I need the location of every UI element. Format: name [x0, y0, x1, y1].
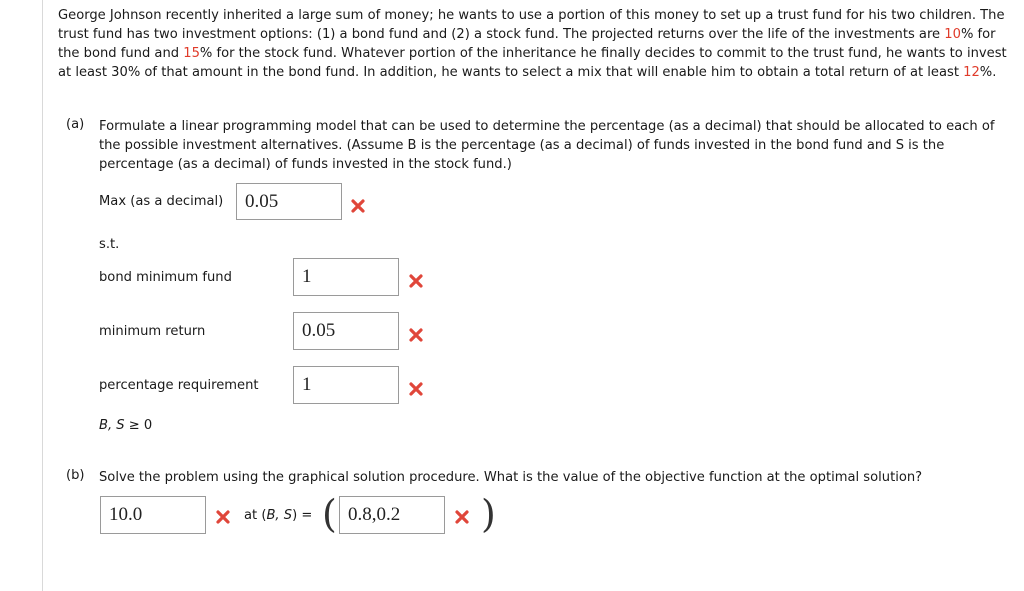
incorrect-icon — [351, 199, 365, 213]
constraint-input-minimum-return[interactable]: 0.05 — [293, 312, 399, 350]
target-return: 12 — [963, 65, 980, 80]
incorrect-icon — [455, 510, 469, 524]
part-b-text: Solve the problem using the graphical solution procedure. What is the value of the objective function at the optimal solution? — [99, 470, 923, 485]
part-b-label: (b) — [66, 468, 85, 483]
incorrect-icon — [409, 382, 423, 396]
incorrect-icon — [216, 510, 230, 524]
part-a-label: (a) — [66, 117, 85, 132]
constraint-label-bond-minimum: bond minimum fund — [99, 270, 232, 285]
open-paren: ( — [322, 492, 337, 536]
optimal-point-input[interactable]: 0.8,0.2 — [339, 496, 445, 534]
part-a-text: Formulate a linear programming model that can be used to determine the percentage (as a decimal) that should be allocated to each of the possible investment alternatives. (Assume B is the percentage (as a decimal) of funds invested in the bond fund and S is the percentage (as a decimal) of funds invested in the stock fund.) — [99, 119, 995, 172]
constraint-label-percentage: percentage requirement — [99, 378, 259, 393]
bond-rate: 10 — [944, 27, 961, 42]
optimal-value-input[interactable]: 10.0 — [100, 496, 206, 534]
incorrect-icon — [409, 274, 423, 288]
subject-to-label: s.t. — [99, 237, 120, 252]
incorrect-icon — [409, 328, 423, 342]
constraint-input-percentage[interactable]: 1 — [293, 366, 399, 404]
objective-input[interactable]: 0.05 — [236, 183, 342, 220]
optimal-point-label: at (B, S) = — [244, 508, 313, 523]
nonnegativity-constraint: B, S ≥ 0 — [99, 418, 153, 433]
max-label: Max (as a decimal) — [99, 194, 224, 209]
constraint-label-minimum-return: minimum return — [99, 324, 206, 339]
problem-statement: George Johnson recently inherited a large sum of money; he wants to use a portion of this money to set up a trust fund for his two children. The trust fund has two investment options: (1) a bond fund and (2) a stock fund. The projected returns over the life of the investments are 10% for the bond fund and 15% for the stock fund. Whatever portion of the inheritance he finally decides to commit to the trust fund, he wants to invest at least 30% of that amount in the bond fund. In addition, he wants to select a mix that will enable him to obtain a total return of at least 12%. — [58, 8, 1007, 80]
constraint-input-bond-minimum[interactable]: 1 — [293, 258, 399, 296]
close-paren: ) — [481, 492, 496, 536]
stock-rate: 15 — [183, 46, 200, 61]
